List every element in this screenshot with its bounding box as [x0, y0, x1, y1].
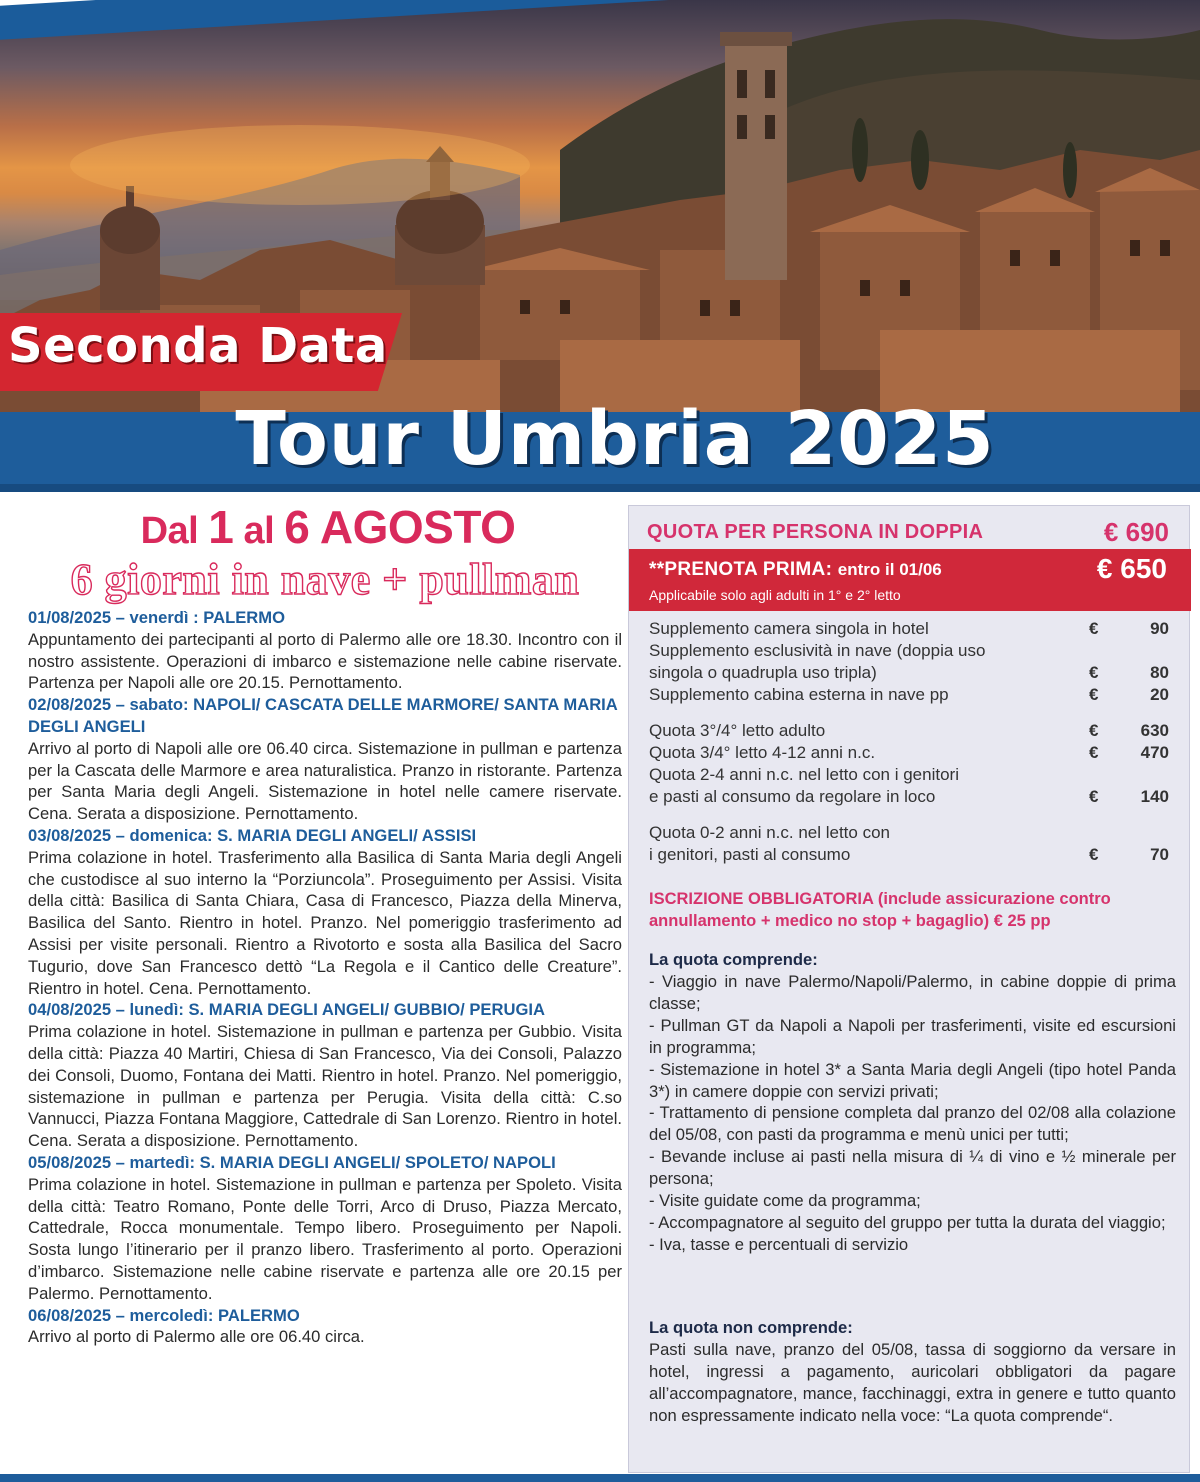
early-booking-label: [649, 559, 942, 581]
price-currency: [1089, 822, 1129, 844]
price-row: [649, 786, 1169, 808]
price-desc: Quota 0-2 anni n.c. nel letto con: [649, 823, 890, 842]
includes-item: - Accompagnatore al seguito del gruppo per tutta la durata del viaggio;: [649, 1212, 1166, 1232]
dates-prefix: Dal: [140, 510, 199, 552]
includes-item: - Pullman GT da Napoli a Napoli per trasferimenti, visite ed escursioni in programma;: [649, 1015, 1176, 1057]
price-row: [649, 684, 1169, 706]
day-title: 02/08/2025 – sabato: NAPOLI/ CASCATA DELLE MARMORE/ SANTA MARIA DEGLI ANGELI: [28, 695, 618, 736]
day-title: 06/08/2025 – mercoledì: PALERMO: [28, 1305, 300, 1325]
price-currency: €: [1089, 845, 1099, 864]
day-block-5: [28, 1152, 622, 1305]
price-row: [649, 822, 1169, 844]
includes-item: - Trattamento di pensione completa dal pranzo del 02/08 alla colazione del 05/08, con pasti da programma e menù unici per tutti;: [649, 1103, 1176, 1145]
price-desc: Supplemento cabina esterna in nave pp: [649, 685, 949, 704]
tour-title: [0, 396, 1200, 482]
price-row: [649, 640, 1169, 662]
day-title: 03/08/2025 – domenica: S. MARIA DEGLI ANGELI/ ASSISI: [28, 825, 477, 845]
price-desc: Quota 3°/4° letto adulto: [649, 721, 826, 740]
price-amount: [1129, 640, 1169, 662]
bottom-blue-line: [0, 1474, 1200, 1482]
price-currency: [1089, 764, 1129, 786]
quota-price: € 690: [1103, 516, 1169, 547]
day-description: Appuntamento dei partecipanti al porto di Palermo alle ore 18.30. Incontro con il nostro assistente. Operazioni di imbarco e sistemazione nelle cabine riservate. Partenza per Napoli alle ore 20.15. Pernottamento.: [28, 629, 622, 693]
price-row: [649, 764, 1169, 786]
excludes-text: Pasti sulla nave, pranzo del 05/08, tassa di soggiorno da versare in hotel, ingressi a pagamento, auricolari obbligatori da pagare all’accompagnatore, mance, facchinaggi, extra in genere e tutto quanto non espressamente indicato nella voce: “La quota comprende“.: [649, 1340, 1176, 1425]
price-row: [649, 720, 1169, 742]
early-booking-title: **PRENOTA PRIMA:: [649, 559, 833, 580]
mandatory-registration: ISCRIZIONE OBBLIGATORIA (include assicurazione contro annullamento + medico no stop + bagaglio) € 25 pp: [649, 890, 1111, 930]
price-desc: singola o quadrupla uso tripla): [649, 663, 877, 682]
day-description: Arrivo al porto di Napoli alle ore 06.40 circa. Sistemazione in pullman e partenza per la Cascata delle Marmore e area naturalistica. Pranzo in ristorante. Partenza per Santa Maria degli Angeli. Sistemazione in hotel nelle camere riservate. Cena. Serata a disposizione. Pernottamento.: [28, 738, 622, 824]
price-row: [649, 844, 1169, 866]
tour-title-year: 2025: [784, 396, 995, 482]
price-amount: 630: [1140, 721, 1169, 740]
day-title: 01/08/2025 – venerdì : PALERMO: [28, 608, 286, 627]
early-booking-banner: [629, 549, 1191, 611]
trip-subtitle: 6 giorni in nave + pullman: [70, 555, 580, 604]
quota-row: [647, 516, 1169, 548]
pricing-panel: [628, 505, 1190, 1473]
early-booking-deadline: entro il 01/06: [837, 560, 942, 579]
price-desc: Supplemento camera singola in hotel: [649, 619, 929, 638]
price-desc: i genitori, pasti al consumo: [649, 845, 851, 864]
price-desc: Quota 2-4 anni n.c. nel letto con i genitori: [649, 765, 959, 784]
price-currency: €: [1089, 743, 1099, 762]
price-row: [649, 662, 1169, 684]
day-block-4: [28, 999, 622, 1152]
day-description: Prima colazione in hotel. Sistemazione in pullman e partenza per Gubbio. Visita della città: Piazza 40 Martiri, Chiesa di San Francesco, Via dei Consoli, Palazzo dei Consoli, Duomo, Fontana dei Matti. Rientro in hotel. Pranzo. Nel pomeriggio, sistemazione in pullman e partenza per Perugia. Visita della città: C.so Vannucci, Piazza Fontana Maggiore, Cattedrale di San Lorenzo. Rientro in hotel. Cena. Serata a disposizione. Pernottamento.: [28, 1022, 622, 1151]
price-amount: [1129, 764, 1169, 786]
includes-item: - Bevande incluse ai pasti nella misura di ¼ di vino e ½ minerale per persona;: [649, 1147, 1176, 1189]
price-row: [649, 742, 1169, 764]
day-block-6: [28, 1305, 622, 1349]
spacer: [649, 808, 1169, 822]
price-amount: 70: [1150, 845, 1169, 864]
day-description: Prima colazione in hotel. Trasferimento alla Basilica di Santa Maria degli Angeli che custodisce al suo interno la “Porziuncola”. Proseguimento per Assisi. Visita della città: Basilica di Santa Chiara, Casa di Francesco, Piazza della Minerva, Basilica del Santo. Rientro in hotel. Pranzo. Nel pomeriggio trasferimento ad Assisi per visite personali. Rientro a Rivotorto e sosta alla Basilica del Sacro Tugurio, dove San Francesco dettò “La Regola e il Cantico delle Creature”. Rientro in hotel. Cena. Pernottamento.: [28, 847, 622, 998]
price-desc: Supplemento esclusività in nave (doppia uso: [649, 641, 986, 660]
dates-end: 6 AGOSTO: [284, 501, 516, 553]
day-description: Prima colazione in hotel. Sistemazione in pullman e partenza per Spoleto. Visita della città: Teatro Romano, Ponte delle Torri, Arco di Druso, Piazza Mercato, Cattedrale, Rocca monumentale. Tempo libero. Proseguimento per Napoli. Sosta lungo l’itinerario per il pranzo libero. Trasferimento al porto. Operazioni d’imbarco. Sistemazione nelle cabine riservate e partenza alle ore 20.15 per Palermo. Pernottamento.: [28, 1174, 622, 1303]
price-currency: €: [1089, 663, 1099, 682]
spacer: [649, 706, 1169, 720]
day-block-3: [28, 825, 622, 999]
price-amount: 140: [1140, 787, 1169, 806]
price-amount: [1129, 822, 1169, 844]
travel-dates: [28, 503, 622, 555]
price-currency: €: [1089, 685, 1099, 704]
price-desc: Quota 3/4° letto 4-12 anni n.c.: [649, 743, 876, 762]
includes-item: - Visite guidate come da programma;: [649, 1191, 921, 1211]
price-row: [649, 618, 1169, 640]
seconda-data-label: Seconda Data: [8, 318, 388, 374]
price-amount: 470: [1140, 743, 1169, 762]
includes-heading: La quota comprende:: [649, 950, 818, 969]
includes-item: - Sistemazione in hotel 3* a Santa Maria degli Angeli (tipo hotel Panda 3*) in camere doppie con servizi privati;: [649, 1059, 1176, 1101]
tour-title-name: Tour Umbria: [235, 396, 755, 482]
dates-mid: al: [243, 510, 275, 552]
day-title: 04/08/2025 – lunedì: S. MARIA DEGLI ANGELI/ GUBBIO/ PERUGIA: [28, 1000, 545, 1020]
price-amount: 20: [1150, 685, 1169, 704]
day-block-2: [28, 694, 622, 825]
price-currency: €: [1089, 619, 1099, 638]
price-list: [649, 618, 1169, 866]
price-currency: €: [1089, 721, 1099, 740]
price-currency: [1089, 640, 1129, 662]
price-amount: 90: [1150, 619, 1169, 638]
day-block-1: [28, 607, 622, 694]
includes-item: - Iva, tasse e percentuali di servizio: [649, 1234, 909, 1254]
itinerary-column: [28, 503, 622, 1348]
price-amount: 80: [1150, 663, 1169, 682]
dates-start: 1: [208, 501, 234, 553]
early-booking-note: Applicabile solo agli adulti in 1° e 2° letto: [649, 587, 901, 603]
excludes-section: [649, 1317, 1176, 1427]
includes-section: [649, 949, 1176, 1256]
price-desc: e pasti al consumo da regolare in loco: [649, 787, 936, 806]
day-title: 05/08/2025 – martedì: S. MARIA DEGLI ANGELI/ SPOLETO/ NAPOLI: [28, 1152, 556, 1172]
early-booking-price: € 650: [1096, 553, 1167, 584]
day-description: Arrivo al porto di Palermo alle ore 06.40 circa.: [28, 1327, 365, 1347]
includes-item: - Viaggio in nave Palermo/Napoli/Palermo, in cabine doppie di prima classe;: [649, 972, 1176, 1013]
quota-label: QUOTA PER PERSONA IN DOPPIA: [647, 520, 984, 543]
excludes-heading: La quota non comprende:: [649, 1318, 853, 1337]
price-currency: €: [1089, 787, 1099, 806]
